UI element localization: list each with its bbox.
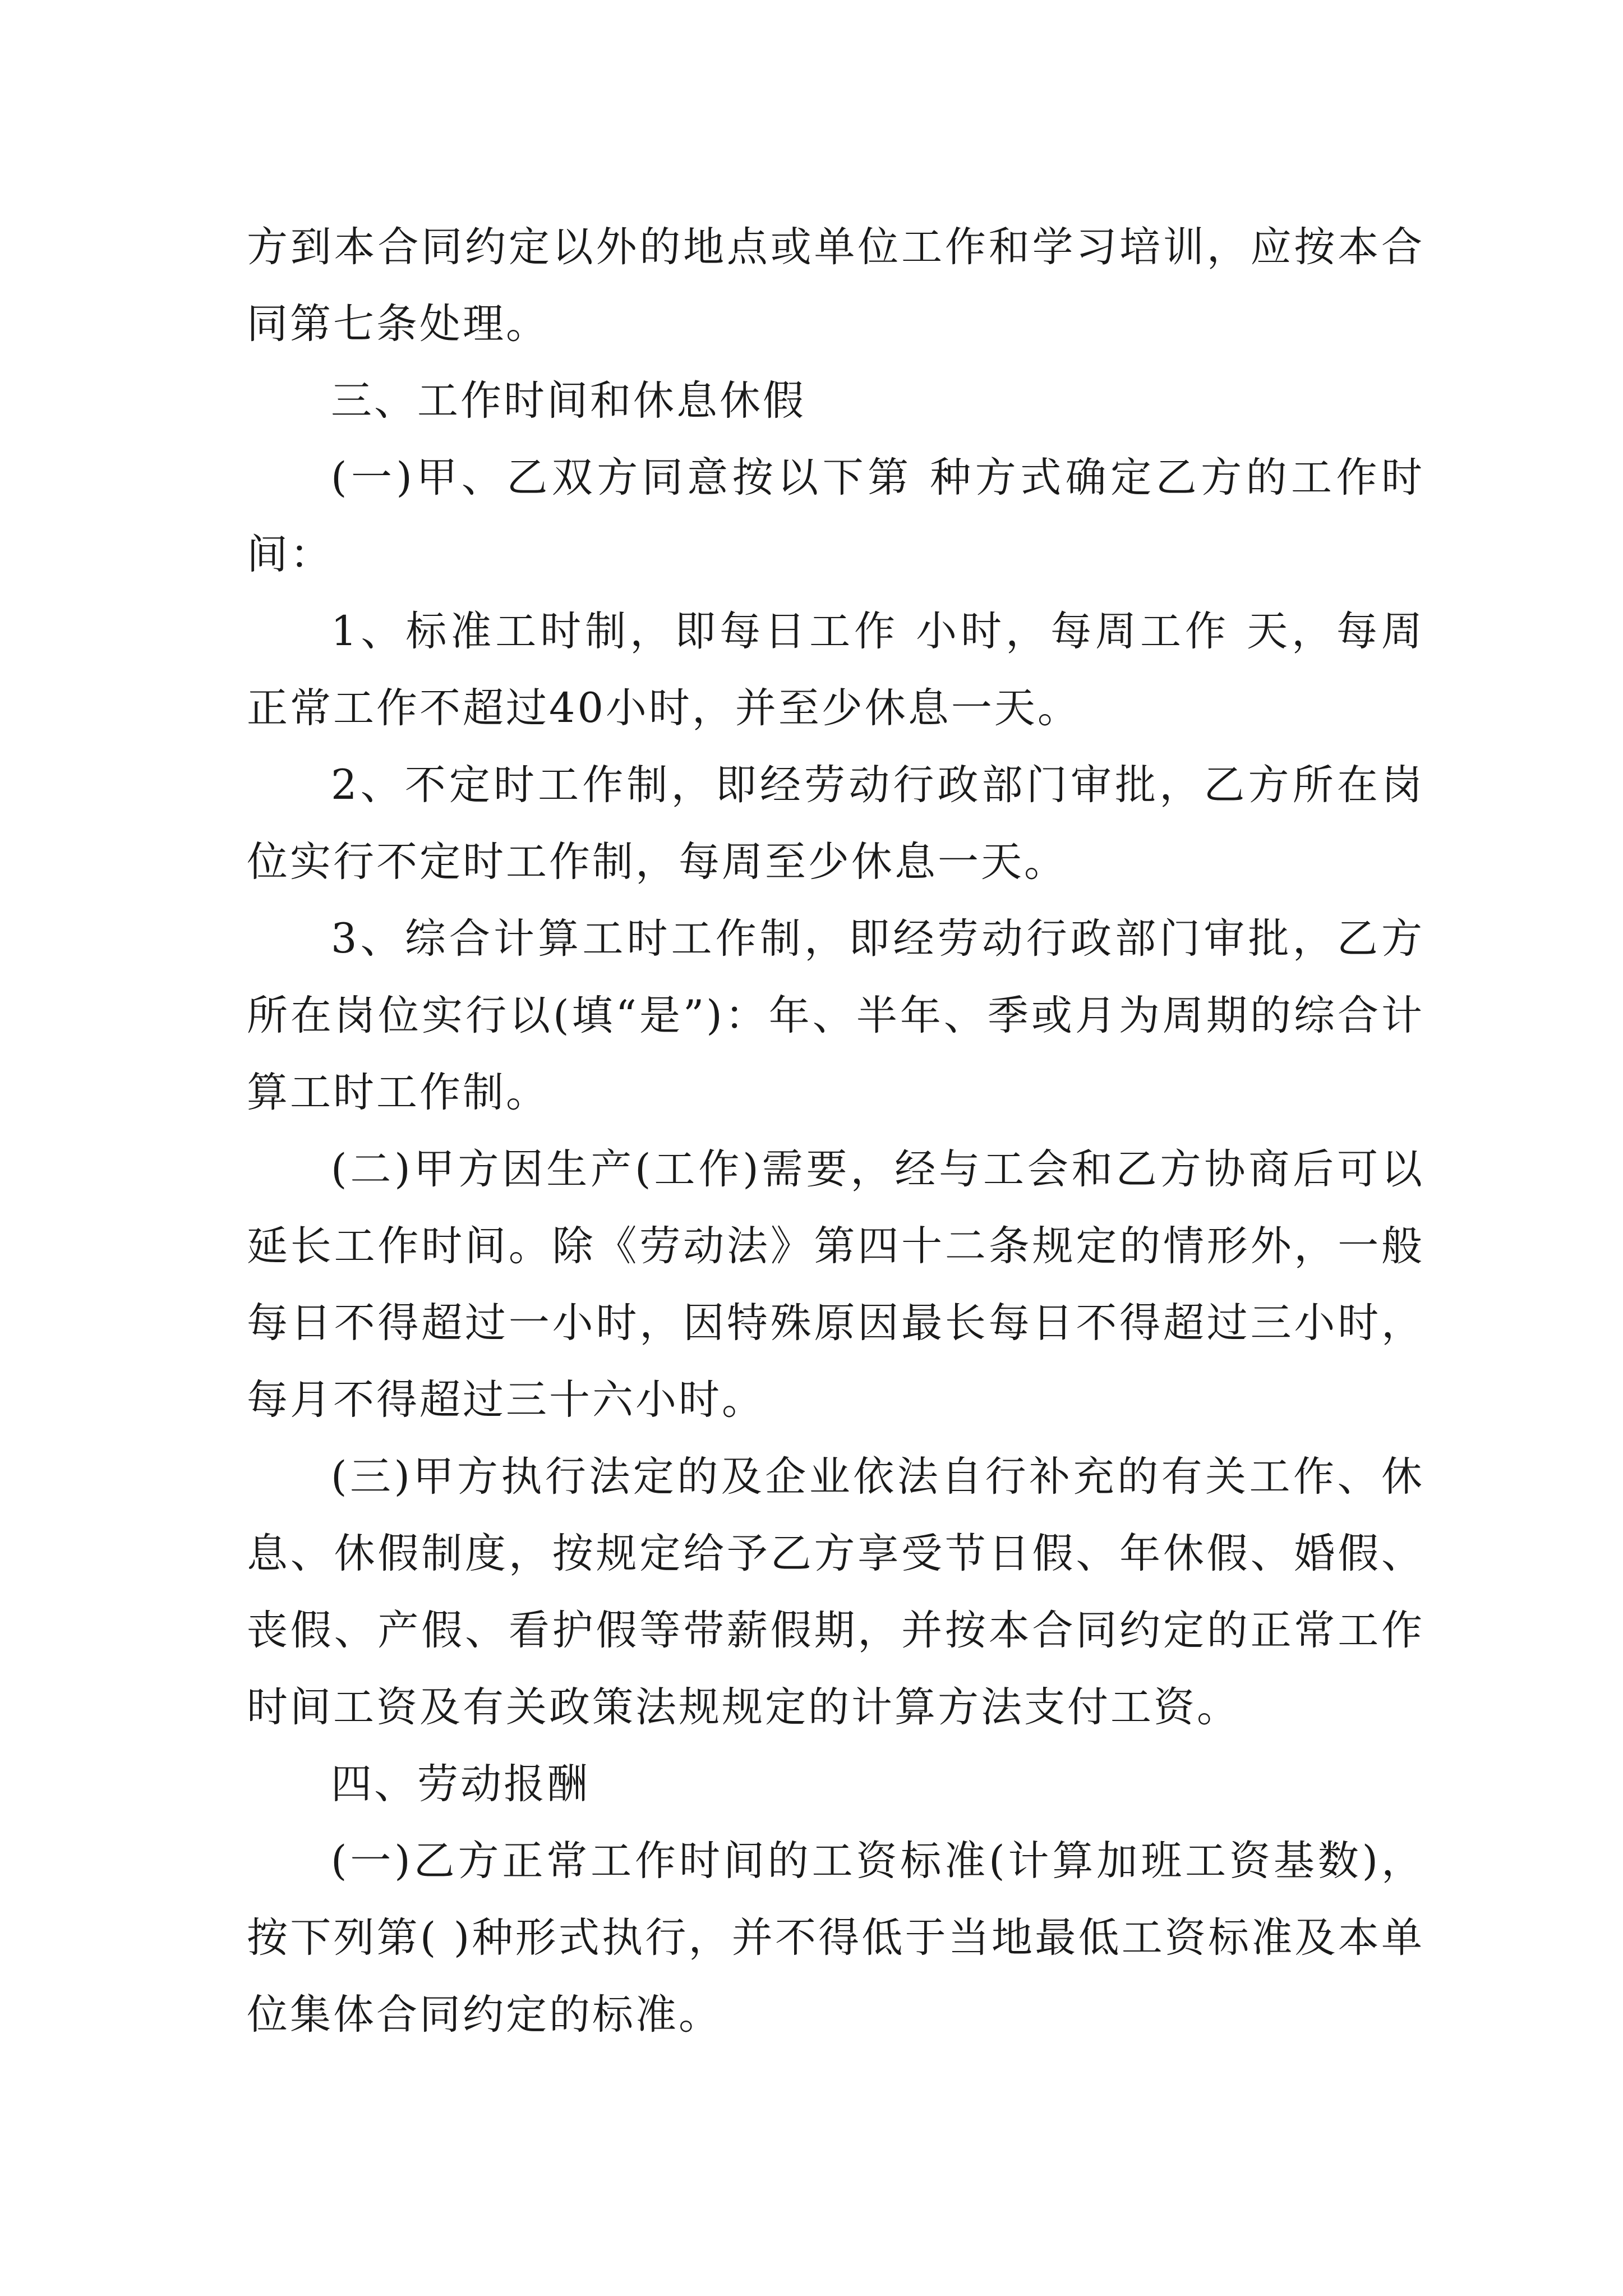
document-body xyxy=(247,209,1424,2053)
list-item-comprehensive-hours: 3、综合计算工时工作制，即经劳动行政部门审批，乙方所在岗位实行以(填“是”)：年、半年、季或月为周期的综合计算工时工作制。 xyxy=(247,915,1424,1116)
list-item-flexible-hours: 2、不定时工作制，即经劳动行政部门审批，乙方所在岗位实行不定时工作制，每周至少休息一天。 xyxy=(247,761,1424,886)
paragraph-work-time-method: (一)甲、乙双方同意按以下第 种方式确定乙方的工作时间： xyxy=(247,454,1424,578)
paragraph-wage-standard: (一)乙方正常工作时间的工资标准(计算加班工资基数)，按下列第( )种形式执行，并不得低于当地最低工资标准及本单位集体合同约定的标准。 xyxy=(247,1837,1424,2039)
list-item-standard-hours: 1、标准工时制，即每日工作 小时，每周工作 天，每周正常工作不超过40小时，并至少休息一天。 xyxy=(247,608,1424,732)
section-heading-remuneration: 四、劳动报酬 xyxy=(331,1760,590,1808)
section-heading-work-hours: 三、工作时间和休息休假 xyxy=(331,377,806,425)
paragraph-continuation: 方到本合同约定以外的地点或单位工作和学习培训，应按本合同第七条处理。 xyxy=(247,223,1424,348)
paragraph-leave-system: (三)甲方执行法定的及企业依法自行补充的有关工作、休息、休假制度，按规定给予乙方享受节日假、年休假、婚假、丧假、产假、看护假等带薪假期，并按本合同约定的正常工作时间工资及有关政策法规规定的计算方法支付工资。 xyxy=(247,1453,1424,1731)
paragraph-overtime: (二)甲方因生产(工作)需要，经与工会和乙方协商后可以延长工作时间。除《劳动法》第四十二条规定的情形外，一般每日不得超过一小时，因特殊原因最长每日不得超过三小时，每月不得超过三十六小时。 xyxy=(247,1145,1424,1424)
